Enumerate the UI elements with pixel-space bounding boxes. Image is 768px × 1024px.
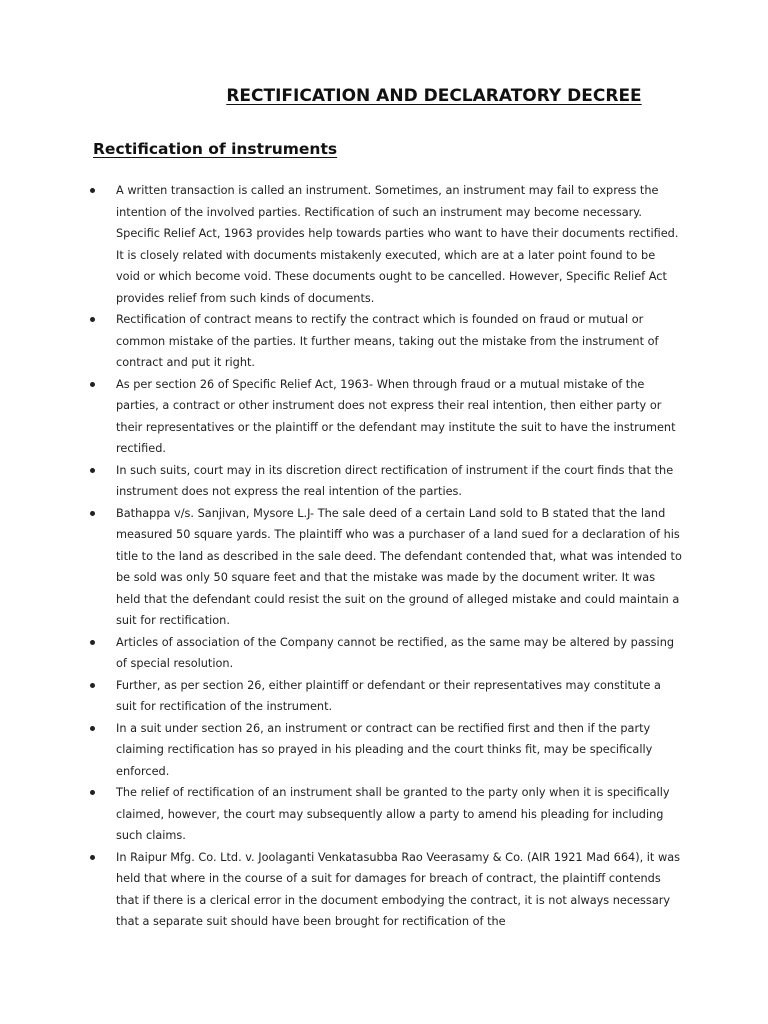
list-item-text: In Raipur Mfg. Co. Ltd. v. Joolaganti Venkatasubba Rao Veerasamy & Co. (AIR 1921 Mad 664), it was held that where in the course of a suit for damages for breach of contract, the plaintiff contends that if there is a clerical error in the document embodying the contract, it is not always necessary that a separate suit should have been brought for rectification of the — [116, 850, 680, 928]
bullet-dot-icon — [90, 683, 95, 688]
list-item-text: A written transaction is called an instrument. Sometimes, an instrument may fail to express the intention of the involved parties. Rectification of such an instrument may become necessary. Specific Relief Act, 1963 provides help towards parties who want to have their documents rectified. It is closely related with documents mistakenly executed, which are at a later point found to be void or which become void. These documents ought to be cancelled. However, Specific Relief Act provides relief from such kinds of documents. — [116, 184, 679, 305]
bullet-dot-icon — [90, 468, 95, 473]
bullet-dot-icon — [90, 855, 95, 860]
bullet-list — [0, 180, 768, 933]
list-item — [0, 847, 768, 933]
bullet-dot-icon — [90, 188, 95, 193]
list-item — [0, 180, 768, 309]
list-item — [0, 782, 768, 847]
list-item — [0, 632, 768, 675]
bullet-dot-icon — [90, 640, 95, 645]
bullet-dot-icon — [90, 511, 95, 516]
section-heading: Rectification of instruments — [93, 140, 338, 158]
list-item-text: Articles of association of the Company cannot be rectified, as the same may be altered by passing of special resolution. — [116, 635, 675, 670]
list-item-text: Further, as per section 26, either plaintiff or defendant or their representatives may constitute a suit for rectification of the instrument. — [116, 678, 661, 713]
bullet-dot-icon — [90, 790, 95, 795]
list-item — [0, 374, 768, 460]
bullet-dot-icon — [90, 317, 95, 322]
list-item-text: Rectification of contract means to rectify the contract which is founded on fraud or mutual or common mistake of the parties. It further means, taking out the mistake from the instrument of contract and put it right. — [116, 313, 659, 369]
list-item — [0, 718, 768, 783]
list-item-text: Bathappa v/s. Sanjivan, Mysore L.J- The sale deed of a certain Land sold to B stated that the land measured 50 square yards. The plaintiff who was a purchaser of a land sued for a declaration of his title to the land as described in the sale deed. The defendant contended that, what was intended to be sold was only 50 square feet and that the mistake was made by the document writer. It was held that the defendant could resist the suit on the ground of alleged mistake and could maintain a suit for rectification. — [116, 506, 682, 627]
bullet-dot-icon — [90, 382, 95, 387]
bullet-dot-icon — [90, 726, 95, 731]
document-title: RECTIFICATION AND DECLARATORY DECREE — [226, 86, 642, 106]
list-item — [0, 460, 768, 503]
list-item — [0, 503, 768, 632]
list-item-text: In a suit under section 26, an instrument or contract can be rectified first and then if the party claiming rectification has so prayed in his pleading and the court thinks fit, may be specifically enforced. — [116, 721, 653, 778]
list-item — [0, 675, 768, 718]
list-item — [0, 309, 768, 374]
list-item-text: The relief of rectification of an instrument shall be granted to the party only when it is specifically claimed, however, the court may subsequently allow a party to amend his pleading for including such claims. — [116, 786, 670, 842]
list-item-text: In such suits, court may in its discretion direct rectification of instrument if the court finds that the instrument does not express the real intention of the parties. — [116, 463, 674, 498]
list-item-text: As per section 26 of Specific Relief Act, 1963- When through fraud or a mutual mistake of the parties, a contract or other instrument does not express their real intention, then either party or their representatives or the plaintiff or the defendant may institute the suit to have the instrument rectified. — [116, 377, 676, 455]
